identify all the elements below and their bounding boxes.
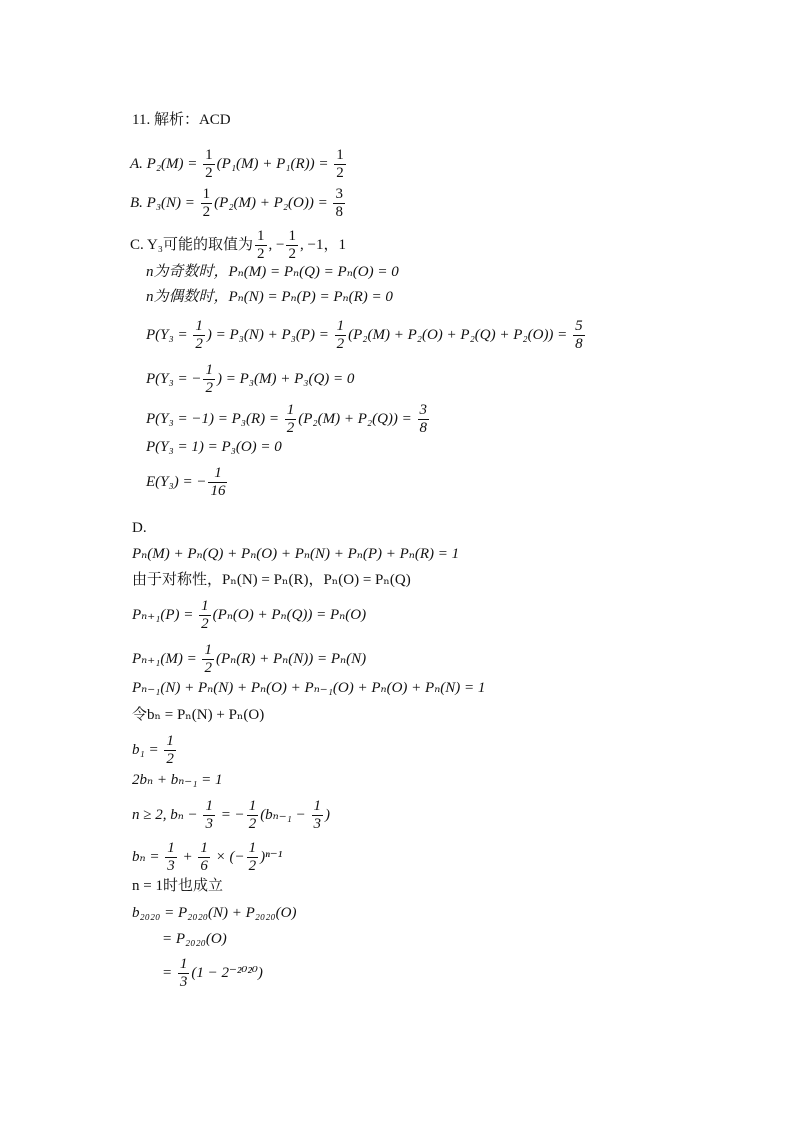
b1-line: b₁ = $\frac{1}{2}$ — [132, 733, 174, 767]
option-b-mid: (P₂(M) + P₂(O)) = — [214, 194, 332, 211]
n-equals-one-line: n = 1时也成立 — [132, 878, 223, 894]
prob-neg-half-line: P(Y₃ = − $\frac{1}{2}$ ) = P₃(M) + P₃(Q) = 0 — [146, 362, 355, 396]
solution-header: 11. 解析：ACD — [132, 112, 231, 128]
fraction-third: $\frac{1}{3}$ — [313, 798, 322, 832]
prob-half-line: P(Y₃ = $\frac{1}{2}$ ) = P₃(N) + P₃(P) = $\frac{1}{2}$ (P₂(M) + P₂(O) + P₂(Q) + P₂(O)) = $\frac{5}{8}$ — [146, 318, 583, 352]
expectation-line: E(Y₃) = − $\frac{1}{16}$ — [146, 465, 226, 499]
general-term-line: bₙ = $\frac{1}{3}$ + $\frac{1}{6}$ × (− $\frac{1}{2}$ )ⁿ⁻¹ — [132, 840, 283, 874]
fraction-half: $\frac{1}{2}$ — [166, 733, 174, 767]
b-recurrence-line: 2bₙ + bₙ₋₁ = 1 — [132, 772, 223, 788]
option-b-line — [130, 186, 347, 221]
option-a-lhs: A. P₂(M) = — [130, 155, 202, 172]
fraction-half: $\frac{1}{2}$ — [257, 228, 265, 262]
fraction-half: $\frac{1}{2}$ — [205, 147, 213, 181]
sum-two-step-line: Pₙ₋₁(N) + Pₙ(N) + Pₙ(O) + Pₙ₋₁(O) + Pₙ(O) + Pₙ(N) = 1 — [132, 680, 486, 696]
option-d-label: D. — [132, 520, 147, 536]
symmetry-line: 由于对称性，Pₙ(N) = Pₙ(R)，Pₙ(O) = Pₙ(Q) — [132, 572, 411, 588]
fraction-half: $\frac{1}{2}$ — [204, 642, 212, 676]
fraction-third: $\frac{1}{3}$ — [179, 956, 188, 990]
fraction-half: $\frac{1}{2}$ — [202, 186, 211, 220]
odd-case-line: n为奇数时，Pₙ(M) = Pₙ(Q) = Pₙ(O) = 0 — [146, 264, 399, 280]
fraction-half: $\frac{1}{2}$ — [248, 840, 257, 874]
fraction-third: $\frac{1}{3}$ — [167, 840, 175, 874]
fraction-half: $\frac{1}{2}$ — [286, 402, 295, 436]
fraction-third: $\frac{1}{3}$ — [205, 798, 213, 832]
fraction-half: $\frac{1}{2}$ — [288, 228, 296, 262]
fraction-sixth: $\frac{1}{6}$ — [200, 840, 208, 874]
define-b-line: 令bₙ = Pₙ(N) + Pₙ(O) — [132, 707, 265, 723]
fraction-half: $\frac{1}{2}$ — [336, 147, 344, 181]
prob-one-line: P(Y₃ = 1) = P₃(O) = 0 — [146, 439, 282, 455]
fraction-half: $\frac{1}{2}$ — [205, 362, 213, 396]
fraction-three-eighths: $\frac{3}{8}$ — [419, 402, 428, 436]
fraction-three-eighths: $\frac{3}{8}$ — [335, 186, 343, 220]
fraction-half: $\frac{1}{2}$ — [195, 318, 203, 352]
fraction-five-eighths: $\frac{5}{8}$ — [575, 318, 583, 352]
fraction-half: $\frac{1}{2}$ — [201, 598, 209, 632]
option-c-intro: C. Y₃可能的取值为 $\frac{1}{2}$ , − $\frac{1}{2}$ , −1，1 — [130, 228, 346, 262]
b2020-line-3: = $\frac{1}{3}$ (1 − 2⁻²⁰²⁰) — [162, 956, 263, 990]
option-a-line — [130, 147, 348, 182]
recurrence-m-line: Pₙ₊₁(M) = $\frac{1}{2}$ (Pₙ(R) + Pₙ(N)) = Pₙ(N) — [132, 642, 367, 676]
sum-all-line: Pₙ(M) + Pₙ(Q) + Pₙ(O) + Pₙ(N) + Pₙ(P) + Pₙ(R) = 1 — [132, 546, 460, 562]
fraction-one-sixteenth: $\frac{1}{16}$ — [210, 465, 226, 499]
b2020-line-2: = P₂₀₂₀(O) — [162, 931, 227, 947]
fraction-half: $\frac{1}{2}$ — [248, 798, 257, 832]
recurrence-p-line: Pₙ₊₁(P) = $\frac{1}{2}$ (Pₙ(O) + Pₙ(Q)) = Pₙ(O) — [132, 598, 367, 632]
b2020-line-1: b₂₀₂₀ = P₂₀₂₀(N) + P₂₀₂₀(O) — [132, 905, 297, 921]
prob-neg-one-line: P(Y₃ = −1) = P₃(R) = $\frac{1}{2}$ (P₂(M) + P₂(Q)) = $\frac{3}{8}$ — [146, 402, 428, 436]
option-b-lhs: B. P₃(N) = — [130, 194, 199, 211]
even-case-line: n为偶数时，Pₙ(N) = Pₙ(P) = Pₙ(R) = 0 — [146, 289, 393, 305]
option-a-mid: (P₁(M) + P₁(R)) = — [216, 155, 333, 172]
fraction-half: $\frac{1}{2}$ — [336, 318, 345, 352]
geometric-line: n ≥ 2, bₙ − $\frac{1}{3}$ = − $\frac{1}{2}$ (bₙ₋₁ − $\frac{1}{3}$ ) — [132, 798, 331, 832]
